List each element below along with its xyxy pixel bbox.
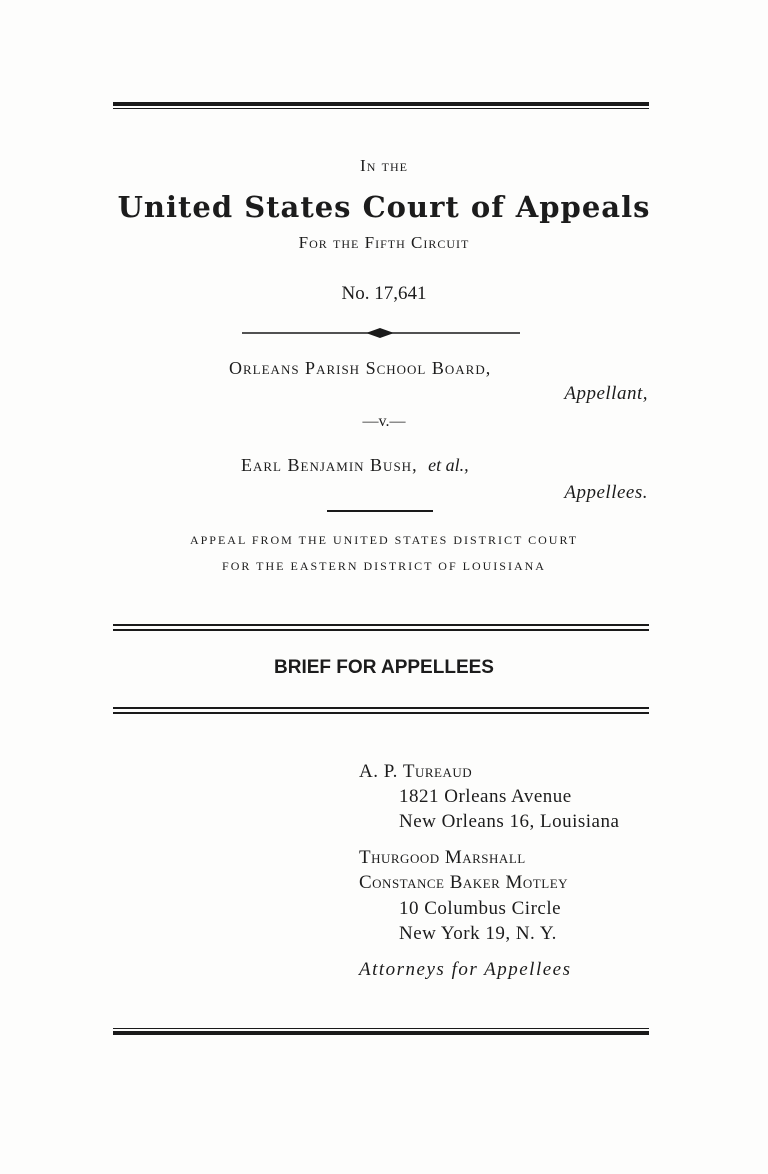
appeal-line-2: FOR THE EASTERN DISTRICT OF LOUISIANA: [222, 559, 546, 573]
circuit-label: For the Fifth Circuit: [298, 233, 470, 252]
rule-below-brief: [113, 707, 649, 714]
versus-label: —v.—: [362, 413, 406, 430]
appeal-line-1: APPEAL FROM THE UNITED STATES DISTRICT COURT: [189, 533, 579, 547]
appellant-role: Appellant,: [564, 383, 648, 404]
tureaud-address-1: 1821 Orleans Avenue: [399, 786, 572, 807]
court-name: United States Court of Appeals: [117, 190, 651, 224]
brief-title: BRIEF FOR APPELLEES: [274, 657, 494, 678]
top-rule: [113, 102, 649, 109]
ny-address-1: 10 Columbus Circle: [399, 898, 562, 919]
attorney-motley: Constance Baker Motley: [359, 872, 569, 893]
attorney-tureaud: A. P. Tureaud: [359, 761, 473, 782]
attorney-marshall: Thurgood Marshall: [359, 847, 526, 868]
appellee-line: [241, 455, 469, 476]
ornamental-divider: [242, 326, 520, 340]
appellee-role: Appellees.: [564, 482, 648, 503]
appellee-etal: et al.,: [428, 455, 469, 475]
attorneys-for-label: Attorneys for Appellees: [359, 959, 572, 980]
case-number: No. 17,641: [341, 283, 427, 304]
short-divider: [327, 510, 433, 512]
appellee-name: Earl Benjamin Bush,: [241, 455, 418, 475]
tureaud-address-2: New Orleans 16, Louisiana: [399, 811, 620, 832]
bottom-rule: [113, 1028, 649, 1035]
rule-above-brief: [113, 624, 649, 631]
ny-address-2: New York 19, N. Y.: [399, 923, 557, 944]
appellant-name: Orleans Parish School Board,: [229, 358, 492, 378]
in-the-label: In the: [360, 156, 408, 175]
